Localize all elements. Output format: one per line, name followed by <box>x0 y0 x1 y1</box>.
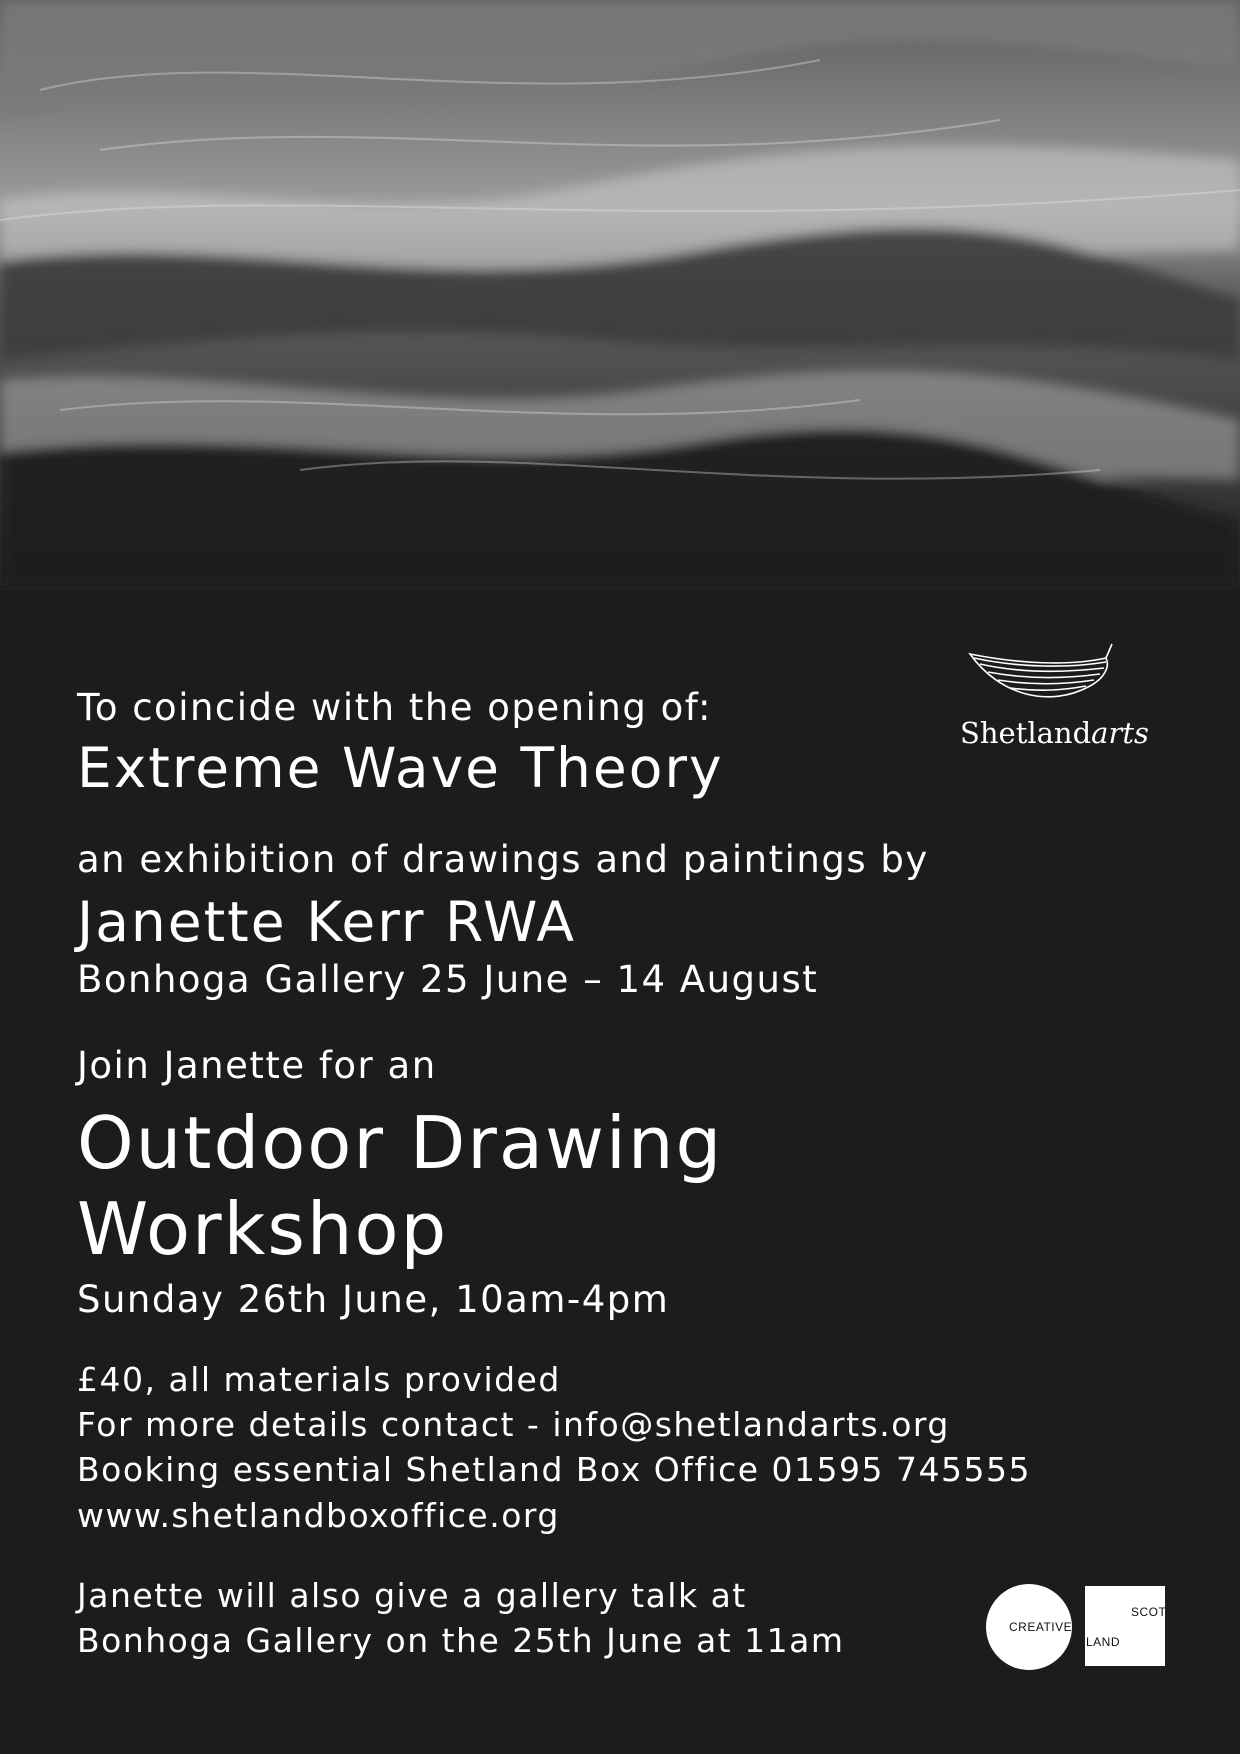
workshop-title-line1: Outdoor Drawing <box>77 1101 724 1185</box>
exhibition-title: Extreme Wave Theory <box>77 736 724 800</box>
talk-line2: Bonhoga Gallery on the 25th June at 11am <box>77 1621 845 1660</box>
price-line: £40, all materials provided <box>77 1360 561 1399</box>
booking-line: Booking essential Shetland Box Office 01595 745555 <box>77 1450 1031 1489</box>
workshop-title-line2: Workshop <box>77 1187 449 1271</box>
artist-name: Janette Kerr RWA <box>77 890 576 954</box>
scotland-square <box>1085 1586 1165 1666</box>
workshop-intro: Join Janette for an <box>77 1044 437 1087</box>
creative-scotland-logo <box>986 1584 1166 1670</box>
hero-artwork <box>0 0 1240 590</box>
contact-line: For more details contact - info@shetlandarts.org <box>77 1405 950 1444</box>
shetland-arts-logo <box>960 636 1170 756</box>
workshop-datetime: Sunday 26th June, 10am-4pm <box>77 1278 670 1321</box>
exhibition-line: an exhibition of drawings and paintings by <box>77 838 929 881</box>
boat-icon <box>960 636 1170 716</box>
creative-label: CREATIVE <box>1009 1620 1073 1634</box>
talk-line1: Janette will also give a gallery talk at <box>77 1576 747 1615</box>
arts-word: arts <box>1091 716 1149 750</box>
shetland-word: Shetland <box>960 716 1092 750</box>
scot-label: SCOT <box>1131 1605 1167 1619</box>
seascape-drawing-icon <box>0 0 1240 590</box>
shetland-arts-wordmark <box>960 716 1170 750</box>
intro-line: To coincide with the opening of: <box>77 686 712 729</box>
website-line: www.shetlandboxoffice.org <box>77 1496 560 1535</box>
venue-dates: Bonhoga Gallery 25 June – 14 August <box>77 958 819 1001</box>
land-label: LAND <box>1086 1635 1121 1649</box>
